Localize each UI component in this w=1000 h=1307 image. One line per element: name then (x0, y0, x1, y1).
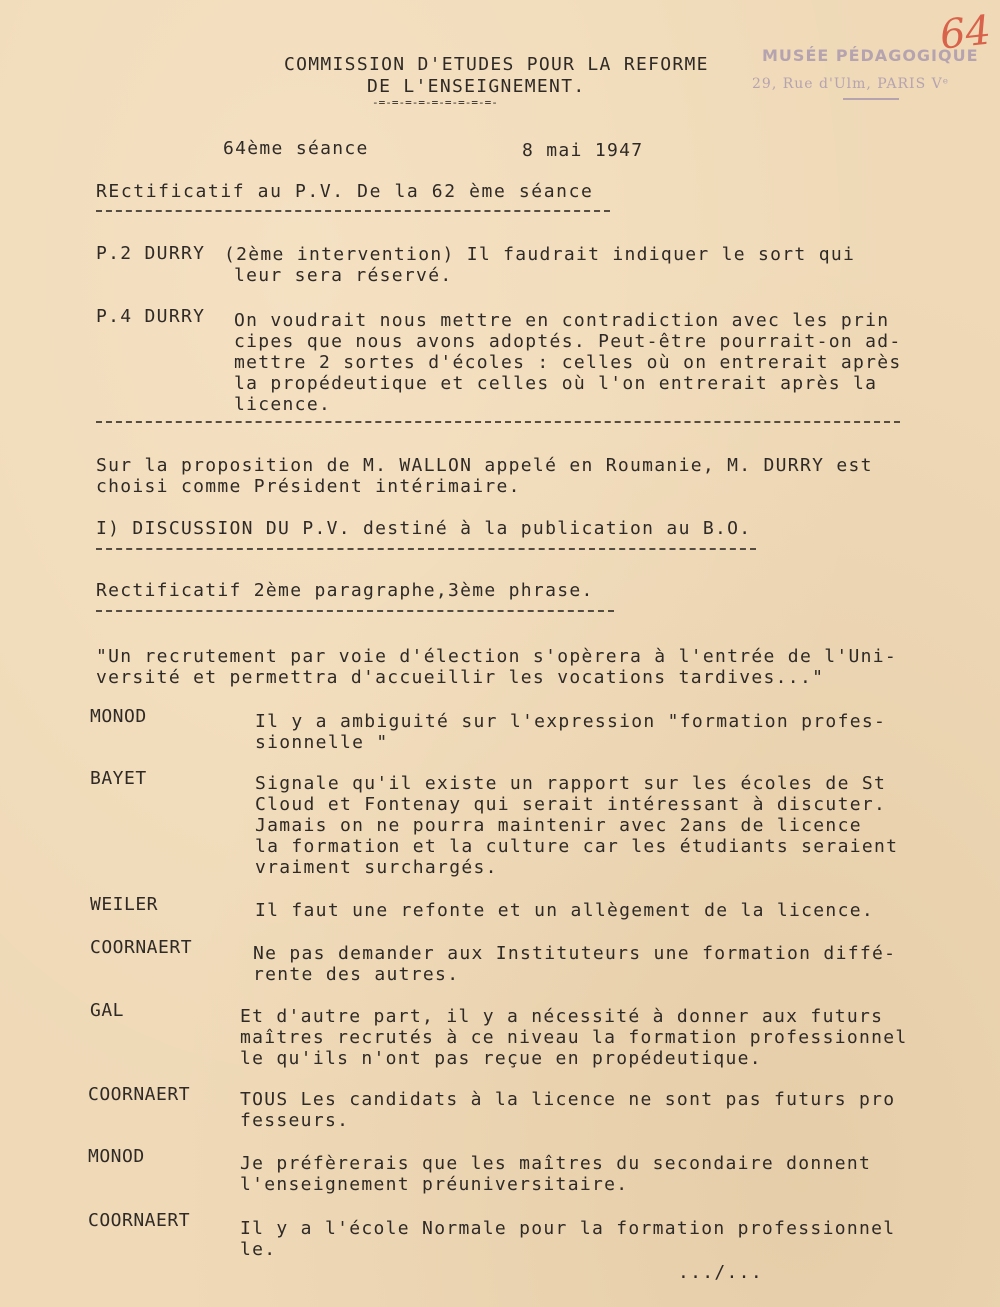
text-line: "Un recrutement par voie d'élection s'opèrera à l'entrée de l'Uni- (96, 646, 898, 667)
text-line: sionnelle " (255, 732, 389, 753)
text-line: (2ème intervention) Il faudrait indiquer le sort qui (224, 244, 856, 265)
text-line: Signale qu'il existe un rapport sur les écoles de St (255, 773, 887, 794)
text-line: maîtres recrutés à ce niveau la formation professionnel (240, 1027, 908, 1048)
text-line: licence. (234, 394, 332, 415)
document-title-line1: COMMISSION D'ETUDES POUR LA REFORME (284, 54, 709, 75)
discussion-underline (96, 548, 756, 550)
intervention-text (255, 773, 898, 878)
stamp-underline (843, 98, 899, 100)
document-title-line2: DE L'ENSEIGNEMENT. (367, 76, 586, 97)
president-note (96, 455, 873, 497)
speaker-name: COORNAERT (88, 1210, 191, 1231)
continuation-marker: .../... (678, 1262, 763, 1283)
text-line: TOUS Les candidats à la licence ne sont pas futurs pro (240, 1089, 896, 1110)
text-line: Sur la proposition de M. WALLON appelé en Roumanie, M. DURRY est (96, 455, 873, 476)
text-line: Ne pas demander aux Instituteurs une formation diffé- (253, 943, 897, 964)
speaker-name: COORNAERT (88, 1084, 191, 1105)
entry-text-p2 (224, 244, 855, 286)
intervention-text (240, 1218, 895, 1260)
intervention-text (255, 900, 874, 921)
text-line: la formation et la culture car les étudiants seraient (255, 836, 899, 857)
text-line: l'enseignement préuniversitaire. (240, 1174, 629, 1195)
entry-ref-p2: P.2 DURRY (96, 243, 206, 264)
section-divider (96, 421, 900, 423)
text-line: Il y a l'école Normale pour la formation professionnel (240, 1218, 896, 1239)
text-line: le qu'ils n'ont pas reçue en propédeutique. (240, 1048, 762, 1069)
text-line: versité et permettra d'accueillir les vocations tardives..." (96, 667, 825, 688)
discussion-heading: I) DISCUSSION DU P.V. destiné à la publication au B.O. (96, 518, 752, 539)
text-line: leur sera réservé. (234, 265, 453, 286)
heading-underline (96, 210, 610, 212)
intervention-text (240, 1089, 895, 1131)
title-underline: -=-=-=-=-=-=-=-=-=- (372, 96, 498, 109)
text-line: Il y a ambiguité sur l'expression "formation profes- (255, 711, 887, 732)
intervention-text (253, 943, 896, 985)
text-line: Jamais on ne pourra maintenir avec 2ans de licence (255, 815, 862, 836)
text-line: mettre 2 sortes d'écoles : celles où on entrerait après (234, 352, 902, 373)
text-line: Je préfèrerais que les maîtres du secondaire donnent (240, 1153, 872, 1174)
session-date: 8 mai 1947 (522, 140, 644, 161)
text-line: cipes que nous avons adoptés. Peut-être pourrait-on ad- (234, 331, 902, 352)
intervention-text (240, 1006, 908, 1069)
speaker-name: GAL (90, 1000, 125, 1021)
rectificatif-pv-heading: REctificatif au P.V. De la 62 ème séance (96, 181, 594, 202)
intervention-text (255, 711, 886, 753)
museum-stamp-line1: MUSÉE PÉDAGOGIQUE (762, 46, 979, 65)
text-line: Il faut une refonte et un allègement de la licence. (255, 900, 874, 921)
quoted-passage (96, 646, 897, 688)
entry-text-p4 (234, 310, 902, 415)
speaker-name: MONOD (88, 1146, 145, 1167)
text-line: la propédeutique et celles où l'on entrerait après la (234, 373, 878, 394)
speaker-name: BAYET (90, 768, 147, 789)
speaker-name: COORNAERT (90, 937, 193, 958)
speaker-name: WEILER (90, 894, 159, 915)
text-line: fesseurs. (240, 1110, 350, 1131)
text-line: Et d'autre part, il y a nécessité à donner aux futurs (240, 1006, 884, 1027)
text-line: On voudrait nous mettre en contradiction avec les prin (234, 310, 890, 331)
entry-ref-p4: P.4 DURRY (96, 306, 206, 327)
text-line: choisi comme Président intérimaire. (96, 476, 521, 497)
text-line: Cloud et Fontenay qui serait intéressant à discuter. (255, 794, 887, 815)
text-line: vraiment surchargés. (255, 857, 498, 878)
text-line: le. (240, 1239, 277, 1260)
rectificatif-2-heading: Rectificatif 2ème paragraphe,3ème phrase. (96, 580, 594, 601)
text-line: rente des autres. (253, 964, 460, 985)
rectificatif-2-underline (96, 610, 614, 612)
speaker-name: MONOD (90, 706, 147, 727)
intervention-text (240, 1153, 871, 1195)
handwritten-page-number: 64 (937, 7, 994, 59)
museum-stamp-line2: 29, Rue d'Ulm, PARIS Vᵉ (752, 76, 950, 92)
session-number: 64ème séance (223, 138, 369, 159)
